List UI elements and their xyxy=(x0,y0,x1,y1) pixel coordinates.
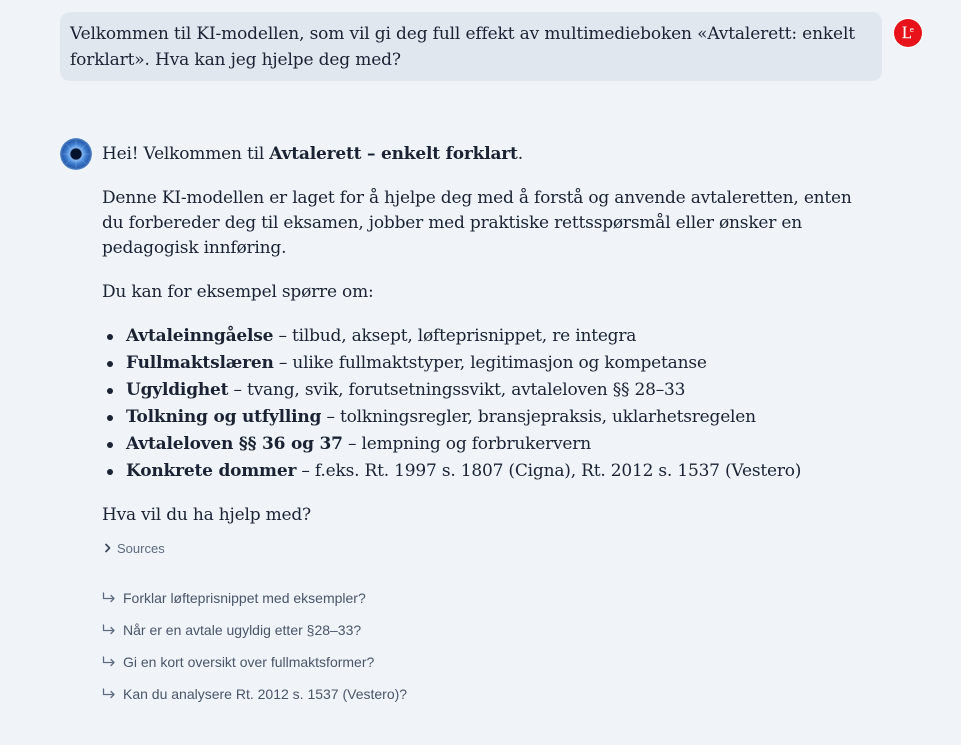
return-arrow-icon xyxy=(102,656,116,668)
followup-label: Når er en avtale ugyldig etter §28–33? xyxy=(123,622,362,638)
book-title: Avtalerett – enkelt forklart xyxy=(269,144,518,164)
followup-label: Gi en kort oversikt over fullmaktsformer? xyxy=(123,654,375,670)
topic-list xyxy=(102,323,801,485)
followup-suggestion-1[interactable] xyxy=(102,588,407,608)
assistant-intro: Denne KI-modellen er laget for å hjelpe deg med å forstå og anvende avtaleretten, enten du forbereder deg til eksamen, jobber med praktiske rettsspørsmål eller ønsker en pedagogisk innføring. xyxy=(102,188,852,258)
bullet-icon xyxy=(107,334,113,340)
topic-item: Ugyldighet – tvang, svik, forutsetningssvikt, avtaleloven §§ 28–33 xyxy=(102,377,801,404)
assistant-avatar xyxy=(60,138,92,170)
assistant-greeting: Hei! Velkommen til Avtalerett – enkelt forklart. xyxy=(102,144,523,164)
return-arrow-icon xyxy=(102,624,116,636)
bullet-icon xyxy=(107,388,113,394)
examples-lead: Du kan for eksempel spørre om: xyxy=(102,282,374,302)
followup-label: Forklar løfteprisnippet med eksempler? xyxy=(123,590,366,606)
topic-item: Tolkning og utfylling – tolkningsregler, bransjepraksis, uklarhetsregelen xyxy=(102,404,801,431)
followup-label: Kan du analysere Rt. 2012 s. 1537 (Vestero)? xyxy=(123,686,408,702)
bullet-icon xyxy=(107,442,113,448)
user-message-bubble xyxy=(60,12,882,81)
bullet-icon xyxy=(107,415,113,421)
sources-toggle[interactable] xyxy=(102,539,165,557)
return-arrow-icon xyxy=(102,592,116,604)
user-message-text: Velkommen til KI-modellen, som vil gi deg full effekt av multimedieboken «Avtalerett: enkelt forklart». Hva kan jeg hjelpe deg med? xyxy=(70,24,855,70)
followup-suggestion-4[interactable] xyxy=(102,684,407,704)
topic-item: Avtaleloven §§ 36 og 37 – lempning og forbrukervern xyxy=(102,431,801,458)
le-logo-icon xyxy=(894,19,922,47)
followup-suggestions xyxy=(102,588,407,716)
user-avatar xyxy=(894,19,922,47)
closing-question: Hva vil du ha hjelp med? xyxy=(102,505,311,525)
sources-label: Sources xyxy=(117,540,165,556)
svg-text:e: e xyxy=(909,26,914,35)
topic-item: Konkrete dommer – f.eks. Rt. 1997 s. 1807 (Cigna), Rt. 2012 s. 1537 (Vestero) xyxy=(102,458,801,485)
followup-suggestion-3[interactable] xyxy=(102,652,407,672)
followup-suggestion-2[interactable] xyxy=(102,620,407,640)
topic-item: Fullmaktslæren – ulike fullmaktstyper, legitimasjon og kompetanse xyxy=(102,350,801,377)
eye-iris-icon xyxy=(60,138,92,170)
bullet-icon xyxy=(107,361,113,367)
bullet-icon xyxy=(107,469,113,475)
topic-item: Avtaleinngåelse – tilbud, aksept, løfteprisnippet, re integra xyxy=(102,323,801,350)
chevron-right-icon xyxy=(102,542,114,554)
return-arrow-icon xyxy=(102,688,116,700)
